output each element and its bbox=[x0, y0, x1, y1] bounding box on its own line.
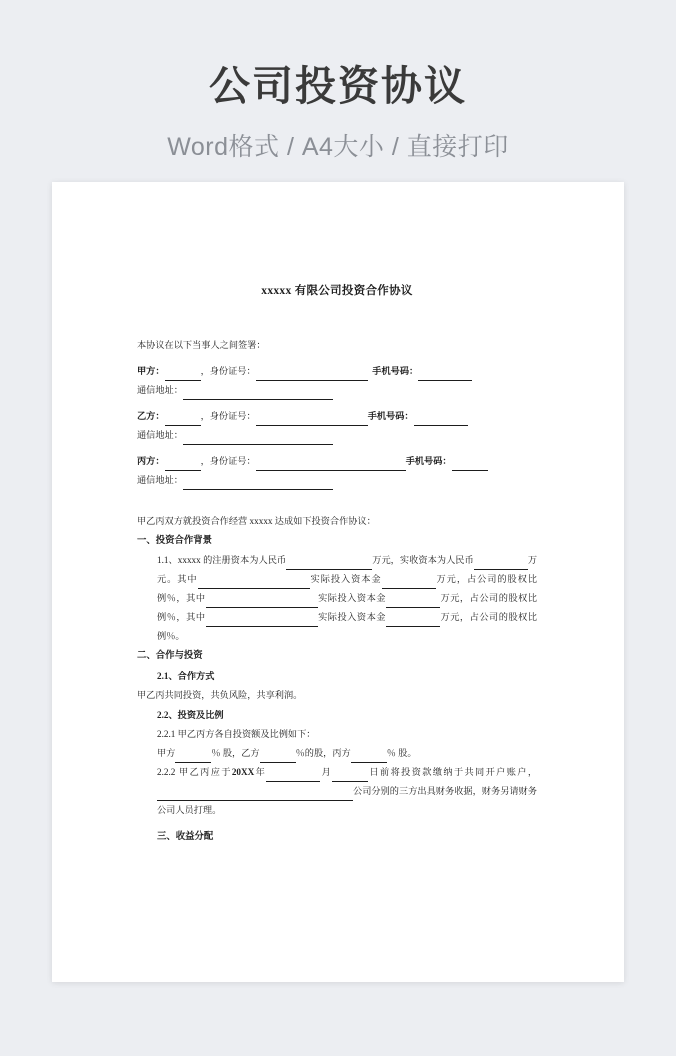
clause-1-1-text-i: ％，其中 bbox=[166, 612, 206, 622]
party-row-a bbox=[137, 362, 537, 381]
section-2-item-1 bbox=[137, 725, 537, 744]
section-2-subheading-2: 2.2、投资及比例 bbox=[157, 710, 224, 720]
section-2-text-1: 甲乙丙共同投资，共负风险，共享利润。 bbox=[137, 690, 303, 700]
party-a-name-blank[interactable] bbox=[165, 369, 201, 381]
party-c-role-label: 丙方： bbox=[137, 456, 165, 466]
item-2-2-2-text-b: 年 bbox=[254, 767, 267, 777]
clause-1-1-text-j: 实际投入资本金 bbox=[317, 612, 386, 622]
document-intro: 本协议在以下当事人之间签署： bbox=[137, 340, 266, 350]
party-a-phone-blank[interactable] bbox=[418, 369, 472, 381]
item-2-2-1-detail-b: ％ 股，乙方 bbox=[211, 748, 260, 758]
clause-1-1-blank-1[interactable] bbox=[286, 558, 372, 570]
clause-1-1-text-h: 万元，占公司的股权比例 bbox=[157, 593, 538, 622]
item-2-2-2-text-a: 甲乙丙应于 bbox=[179, 767, 232, 777]
item-2-2-1-blank-3[interactable] bbox=[351, 751, 387, 763]
party-a-phone-label: 手机号码： bbox=[372, 366, 419, 376]
item-2-2-1-blank-2[interactable] bbox=[260, 751, 296, 763]
clause-1-1-text-g: 实际投入资本金 bbox=[317, 593, 386, 603]
page-title: 公司投资协议 bbox=[209, 63, 467, 109]
party-c-phone-blank[interactable] bbox=[452, 459, 488, 471]
party-b-role-label: 乙方： bbox=[137, 411, 165, 421]
party-b-phone-label: 手机号码： bbox=[367, 411, 414, 421]
item-2-2-2-blank-day[interactable] bbox=[332, 770, 368, 782]
document-preamble: 甲乙丙双方就投资合作经营 xxxxx 达成如下投资合作协议： bbox=[137, 516, 376, 526]
party-a-id-label: ，身份证号： bbox=[200, 366, 256, 376]
section-heading-2: 二、合作与投资 bbox=[137, 651, 203, 661]
party-row-c bbox=[137, 452, 537, 471]
item-2-2-1-detail-d: ％ 股。 bbox=[386, 748, 417, 758]
document-preview[interactable] bbox=[52, 182, 624, 982]
section-heading-3: 三、收益分配 bbox=[157, 832, 214, 842]
section-2-item-1-detail bbox=[137, 744, 537, 763]
section-1-clause-1-1 bbox=[137, 551, 537, 646]
clause-1-1-text-k: 万元，占公司的股权比例 bbox=[157, 612, 538, 641]
clause-1-1-blank-6[interactable] bbox=[386, 596, 440, 608]
item-2-2-2-blank-month[interactable] bbox=[266, 770, 320, 782]
item-2-2-1-text: 甲乙丙方各自投资额及比例如下： bbox=[177, 729, 316, 739]
document-page bbox=[52, 182, 624, 982]
clause-1-1-text-e: 万元，占公司的股权比例 bbox=[157, 574, 538, 603]
party-c-address-blank[interactable] bbox=[183, 478, 333, 490]
item-2-2-2-text-e: 公司分别的三方出具财务收据，财务另请财务公司人员打理。 bbox=[157, 786, 537, 815]
item-2-2-1-detail-c: ％的股，丙方 bbox=[295, 748, 351, 758]
item-2-2-1-blank-1[interactable] bbox=[175, 751, 211, 763]
clause-1-1-text-d: 实际投入资本金 bbox=[309, 574, 382, 584]
item-2-2-2-blank-account[interactable] bbox=[157, 789, 353, 801]
item-2-2-2-number: 2.2.2 bbox=[157, 767, 176, 777]
section-heading-1: 一、投资合作背景 bbox=[137, 536, 213, 546]
party-a-address-blank[interactable] bbox=[183, 388, 333, 400]
document-content bbox=[137, 282, 537, 847]
party-c-phone-label: 手机号码： bbox=[405, 456, 452, 466]
party-c-address-row bbox=[137, 471, 537, 490]
item-2-2-1-detail-a: 甲方 bbox=[157, 748, 176, 758]
document-title: xxxxx 有限公司投资合作协议 bbox=[261, 285, 413, 297]
party-c-address-label: 通信地址： bbox=[137, 475, 183, 485]
section-2-item-2 bbox=[137, 763, 537, 820]
clause-1-1-number: 1.1、 bbox=[157, 555, 178, 565]
party-b-address-label: 通信地址： bbox=[137, 430, 183, 440]
party-a-id-blank[interactable] bbox=[256, 369, 368, 381]
party-row-b bbox=[137, 407, 537, 426]
clause-1-1-blank-2[interactable] bbox=[474, 558, 528, 570]
party-b-phone-blank[interactable] bbox=[414, 414, 468, 426]
clause-1-1-blank-8[interactable] bbox=[386, 615, 440, 627]
item-2-2-2-text-c: 月 bbox=[320, 767, 333, 777]
item-2-2-2-date: 20XX bbox=[231, 767, 255, 777]
party-b-address-blank[interactable] bbox=[183, 433, 333, 445]
party-b-address-row bbox=[137, 426, 537, 445]
item-2-2-1-number: 2.2.1 bbox=[157, 729, 176, 739]
party-c-id-label: ，身份证号： bbox=[200, 456, 256, 466]
party-b-name-blank[interactable] bbox=[165, 414, 201, 426]
clause-1-1-text-a: xxxxx 的注册资本为人民币 bbox=[177, 555, 287, 565]
clause-1-1-blank-4[interactable] bbox=[382, 577, 436, 589]
clause-1-1-text-f: ％，其中 bbox=[166, 593, 206, 603]
section-2-subheading-1: 2.1、合作方式 bbox=[157, 671, 215, 681]
party-c-id-blank[interactable] bbox=[256, 459, 406, 471]
party-a-address-label: 通信地址： bbox=[137, 385, 183, 395]
party-c-name-blank[interactable] bbox=[165, 459, 201, 471]
clause-1-1-blank-5[interactable] bbox=[206, 596, 318, 608]
clause-1-1-text-b: 万元，实收资本为人民币 bbox=[372, 555, 474, 565]
clause-1-1-text-l: ％。 bbox=[166, 631, 185, 641]
banner-header bbox=[0, 0, 676, 163]
page-subtitle: Word格式 / A4大小 / 直接打印 bbox=[167, 133, 509, 162]
clause-1-1-text-c: 万元。其中 bbox=[157, 555, 538, 584]
party-a-role-label: 甲方： bbox=[137, 366, 165, 376]
party-b-id-blank[interactable] bbox=[256, 414, 368, 426]
item-2-2-2-text-d: 日前将投资款缴纳于共同开户账户， bbox=[368, 767, 538, 777]
party-a-address-row bbox=[137, 381, 537, 400]
party-b-id-label: ，身份证号： bbox=[200, 411, 256, 421]
clause-1-1-blank-3[interactable] bbox=[198, 577, 310, 589]
clause-1-1-blank-7[interactable] bbox=[206, 615, 318, 627]
